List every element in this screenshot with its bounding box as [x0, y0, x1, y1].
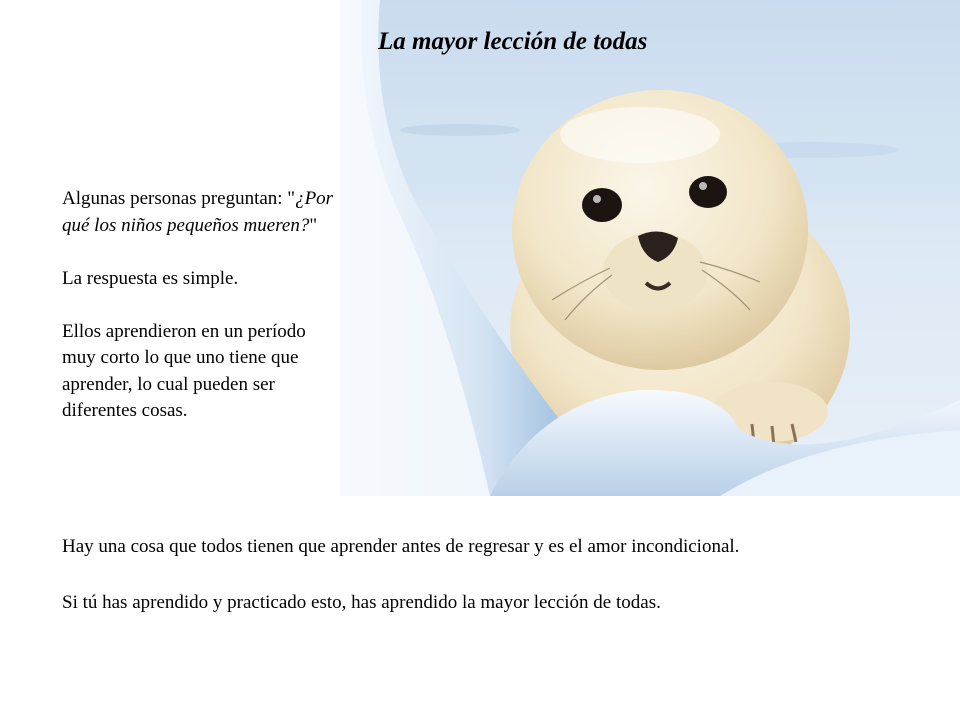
conclusion-line: Si tú has aprendido y practicado esto, has aprendido la mayor lección de todas. — [62, 592, 661, 613]
slide-title: La mayor lección de todas — [378, 28, 648, 55]
seal-photo — [340, 0, 960, 496]
lesson-line: Hay una cosa que todos tienen que aprender antes de regresar y es el amor incondicional. — [62, 536, 740, 557]
explanation-paragraph: Ellos aprendieron en un período muy corto lo que uno tiene que aprender, lo cual pueden ser diferentes cosas. — [62, 320, 306, 421]
question-paragraph — [62, 186, 334, 239]
question-italic: ¿Por qué los niños pequeños mueren? — [62, 188, 334, 236]
intro-text — [62, 186, 334, 425]
seal-illustration — [340, 0, 960, 496]
question-suffix: " — [309, 214, 318, 236]
answer-paragraph: La respuesta es simple. — [62, 267, 239, 289]
question-prefix: Algunas personas preguntan: " — [62, 188, 296, 209]
